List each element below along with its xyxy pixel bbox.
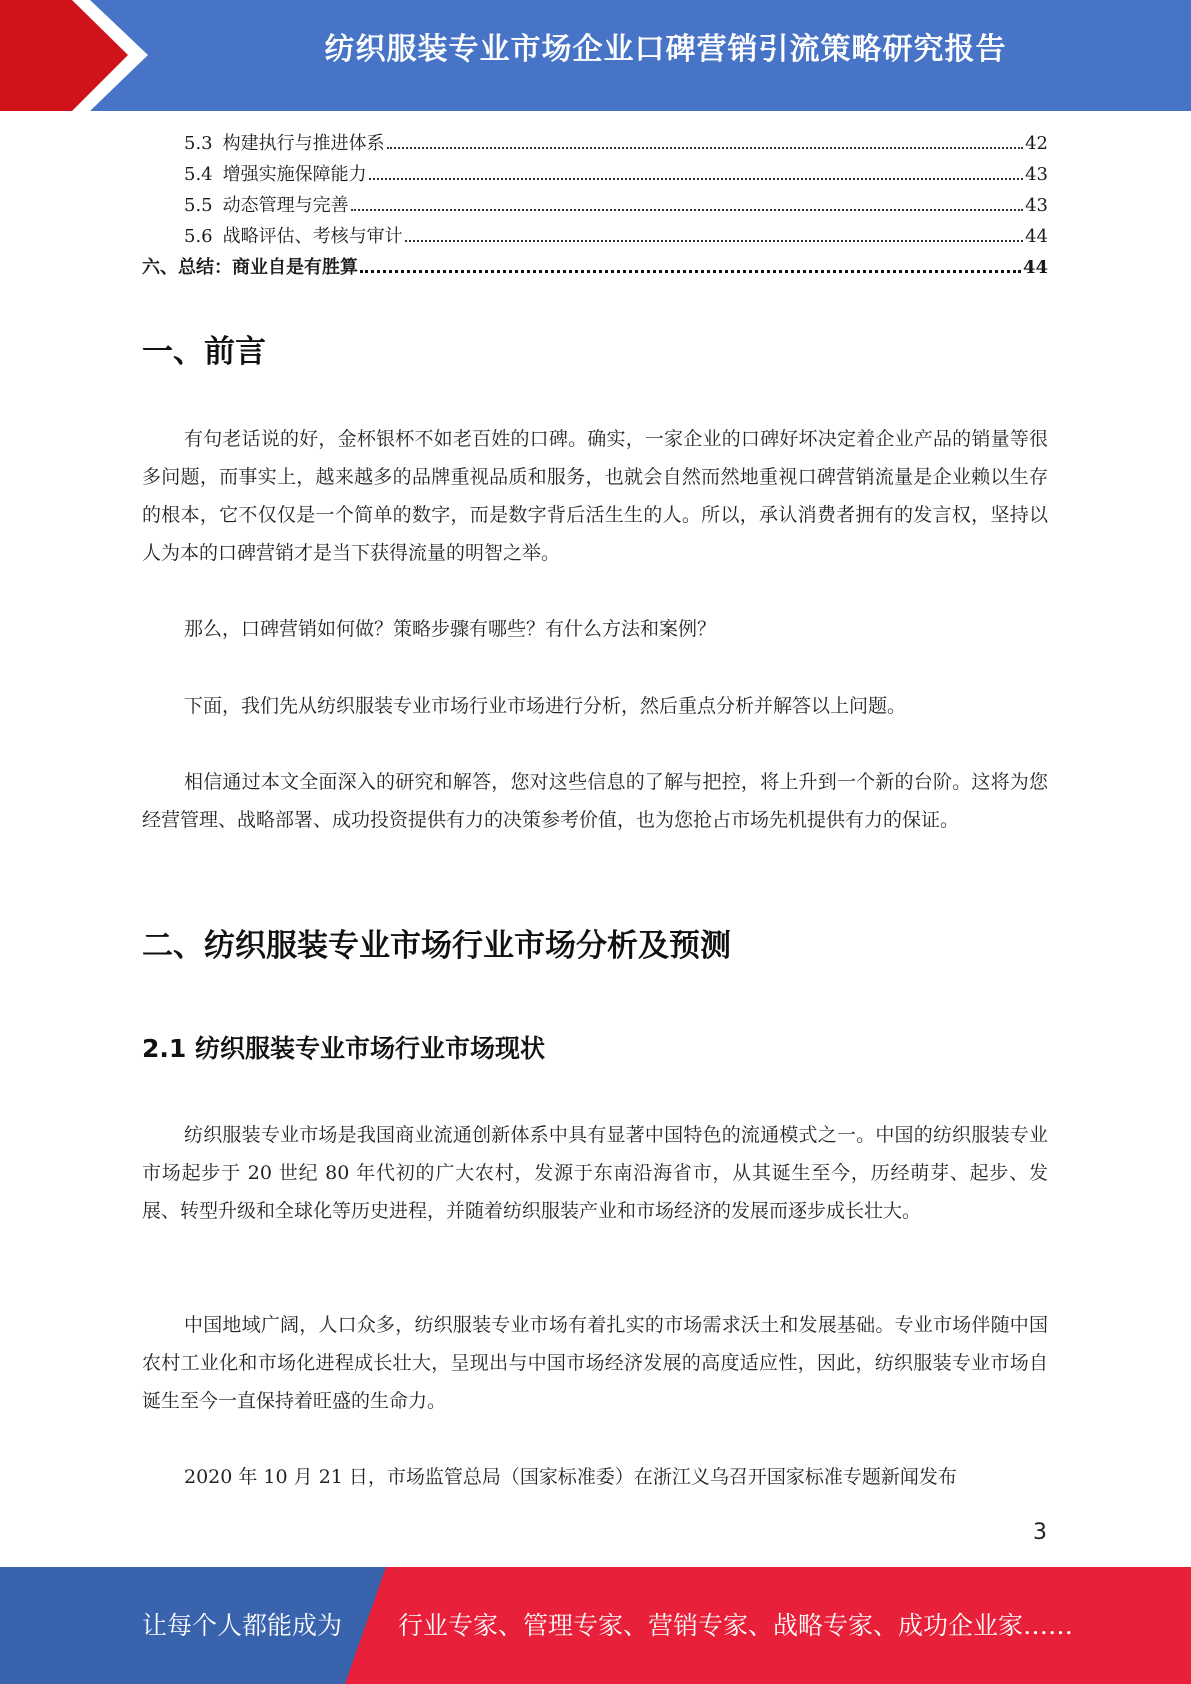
toc-page: 43 [1025,195,1048,216]
page-footer [0,1567,1191,1684]
toc-leader-dots [405,240,1023,242]
paragraph: 下面，我们先从纺织服装专业市场行业市场进行分析，然后重点分析并解答以上问题。 [184,695,907,717]
toc-row[interactable] [142,128,1048,159]
toc-leader-dots [351,209,1023,211]
toc-number: 5.3 [184,133,213,154]
toc-number: 5.6 [184,226,213,247]
toc-title: 六、总结：商业自是有胜算 [142,257,358,278]
paragraph: 那么，口碑营销如何做？策略步骤有哪些？有什么方法和案例？ [184,618,717,640]
header-arrow-graphic [0,0,160,111]
toc-page: 42 [1025,133,1048,154]
paragraph: 中国地域广阔，人口众多，纺织服装专业市场有着扎实的市场需求沃土和发展基础。专业市场伴随中国农村工业化和市场化进程成长壮大，呈现出与中国市场经济发展的高度适应性，因此，纺织服装专业市场自诞生至今一直保持着旺盛的生命力。 [142,1314,1048,1412]
toc-title: 构建执行与推进体系 [222,133,385,154]
section-heading-analysis: 二、纺织服装专业市场行业市场分析及预测 [142,928,731,964]
toc-row[interactable] [142,159,1048,190]
section-heading-preface: 一、前言 [142,334,266,370]
toc-title: 动态管理与完善 [222,195,349,216]
toc-leader-dots [360,270,1021,273]
subsection-heading: 2.1 纺织服装专业市场行业市场现状 [142,1034,545,1063]
page-number: 3 [1033,1520,1047,1545]
page-header [0,0,1191,111]
table-of-contents [142,128,1048,283]
toc-leader-dots [387,147,1023,149]
header-title: 纺织服装专业市场企业口碑营销引流策略研究报告 [324,32,1007,67]
toc-row[interactable] [142,190,1048,221]
toc-number: 5.4 [184,164,213,185]
toc-leader-dots [369,178,1023,180]
paragraph: 纺织服装专业市场是我国商业流通创新体系中具有显著中国特色的流通模式之一。中国的纺织服装专业市场起步于 20 世纪 80 年代初的广大农村，发源于东南沿海省市，从其诞生至今，历经萌芽、起步、发展、转型升级和全球化等历史进程，并随着纺织服装产业和市场经济的发展而逐步成长壮大。 [142,1124,1048,1222]
footer-slogan-left: 让每个人都能成为 [142,1611,343,1640]
toc-title: 战略评估、考核与审计 [222,226,403,247]
toc-page: 44 [1025,226,1048,247]
toc-page: 44 [1022,257,1048,278]
toc-number: 5.5 [184,195,213,216]
paragraph: 相信通过本文全面深入的研究和解答，您对这些信息的了解与把控，将上升到一个新的台阶。这将为您经营管理、战略部署、成功投资提供有力的决策参考价值，也为您抢占市场先机提供有力的保证。 [142,771,1048,831]
toc-title: 增强实施保障能力 [222,164,367,185]
paragraph: 有句老话说的好，金杯银杯不如老百姓的口碑。确实，一家企业的口碑好坏决定着企业产品的销量等很多问题，而事实上，越来越多的品牌重视品质和服务，也就会自然而然地重视口碑营销流量是企业赖以生存的根本，它不仅仅是一个简单的数字，而是数字背后活生生的人。所以，承认消费者拥有的发言权，坚持以人为本的口碑营销才是当下获得流量的明智之举。 [142,428,1048,564]
toc-page: 43 [1025,164,1048,185]
footer-slogan-right: 行业专家、管理专家、营销专家、战略专家、成功企业家…… [398,1611,1074,1640]
paragraph: 2020 年 10 月 21 日，市场监管总局（国家标准委）在浙江义乌召开国家标准专题新闻发布 [184,1466,957,1488]
toc-row-major[interactable] [142,252,1048,283]
toc-row[interactable] [142,221,1048,252]
